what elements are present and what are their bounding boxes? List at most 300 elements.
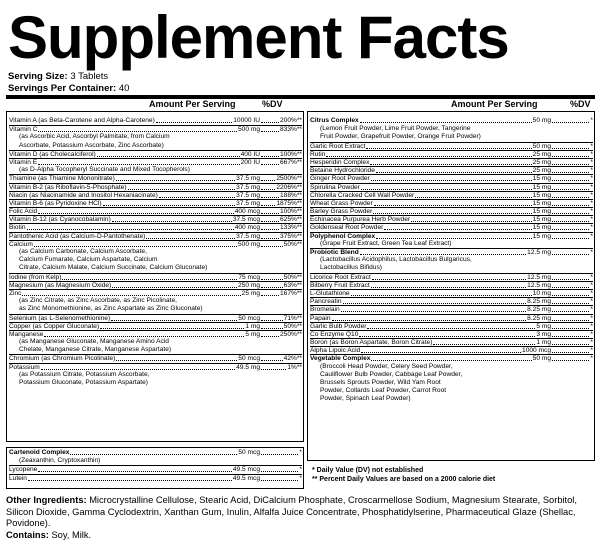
nutrient-amount: 250 mg bbox=[238, 281, 260, 289]
nutrient-name: (as Potassium Citrate, Potassium Ascorbate, bbox=[19, 370, 150, 378]
leader-dots bbox=[159, 197, 235, 198]
leader-dots bbox=[552, 238, 589, 239]
leader-dots bbox=[146, 238, 235, 239]
nutrient-row bbox=[9, 449, 302, 457]
nutrient-name: Calcium Fumarate, Calcium Aspartate, Calcium bbox=[19, 256, 158, 264]
nutrient-dv: * bbox=[299, 474, 302, 482]
leader-dots bbox=[552, 254, 589, 255]
left-bottom-nutrient-list bbox=[9, 449, 302, 482]
nutrient-amount: 15 mg bbox=[532, 199, 551, 207]
nutrient-name: (as Ascorbic Acid, Ascorbyl Palmitate, from Calcium bbox=[19, 133, 170, 141]
nutrient-row bbox=[9, 207, 302, 215]
nutrient-dv: * bbox=[590, 175, 593, 183]
nutrient-name: Bromelain bbox=[310, 306, 340, 314]
leader-dots bbox=[371, 180, 532, 181]
nutrient-amount: 15 mg bbox=[532, 208, 551, 216]
leader-dots bbox=[22, 295, 241, 296]
nutrient-dv: 667%** bbox=[280, 158, 302, 166]
nutrient-row bbox=[9, 183, 302, 191]
leader-dots bbox=[552, 279, 589, 280]
nutrient-row bbox=[9, 330, 302, 338]
nutrient-note bbox=[310, 395, 593, 403]
nutrient-name: (as Zinc Citrate, as Zinc Ascorbate, as Zinc Picolinate, bbox=[19, 297, 177, 305]
nutrient-row bbox=[310, 346, 593, 354]
nutrient-name: Fruit Powder, Grapefruit Powder, Orange Fruit Powder) bbox=[320, 133, 481, 141]
leader-dots bbox=[261, 287, 283, 288]
nutrient-name: Potassium bbox=[9, 363, 40, 371]
nutrient-name: Barley Grass Powder bbox=[310, 208, 373, 216]
nutrient-name: Licorice Root Extract bbox=[310, 273, 371, 281]
leader-dots bbox=[38, 213, 234, 214]
leader-dots bbox=[360, 122, 532, 123]
nutrient-name: Betaine Hydrochloride bbox=[310, 167, 375, 175]
nutrient-amount: 10 mg bbox=[532, 289, 551, 297]
nutrient-name: Vegetable Complex bbox=[310, 355, 371, 363]
nutrient-row bbox=[9, 289, 302, 297]
leader-dots bbox=[261, 213, 279, 214]
nutrient-dv: * bbox=[590, 347, 593, 355]
nutrient-note bbox=[9, 379, 302, 387]
nutrient-row bbox=[310, 158, 593, 166]
nutrient-amount: 1 mg bbox=[536, 339, 551, 347]
leader-dots bbox=[341, 311, 526, 312]
nutrient-dv: * bbox=[590, 150, 593, 158]
leader-dots bbox=[415, 197, 532, 198]
nutrient-row bbox=[310, 232, 593, 240]
nutrient-dv: * bbox=[590, 281, 593, 289]
amount-header-left: Amount Per Serving bbox=[149, 99, 236, 109]
nutrient-note bbox=[9, 133, 302, 141]
nutrient-name: Lactobacillus Bifidus) bbox=[320, 264, 382, 272]
leader-dots bbox=[552, 213, 589, 214]
nutrient-amount: 15 mg bbox=[532, 224, 551, 232]
nutrient-row bbox=[9, 273, 302, 281]
leader-dots bbox=[111, 320, 237, 321]
nutrient-amount: 25 mg bbox=[532, 158, 551, 166]
leader-dots bbox=[116, 360, 237, 361]
leader-dots bbox=[261, 336, 279, 337]
nutrient-note bbox=[310, 371, 593, 379]
nutrient-note bbox=[310, 125, 593, 133]
nutrient-note bbox=[9, 264, 302, 272]
leader-dots bbox=[112, 221, 232, 222]
leader-dots bbox=[44, 336, 244, 337]
nutrient-name: Vitamin D (as Cholecalciferol) bbox=[9, 150, 96, 158]
nutrient-name: Magnesium (as Magnesium Oxide) bbox=[9, 281, 112, 289]
leader-dots bbox=[343, 303, 526, 304]
contains-text: Soy, Milk. bbox=[51, 529, 92, 540]
nutrient-amount: 50 mg bbox=[532, 117, 551, 124]
footnote-dv: * Daily Value (DV) not established bbox=[312, 467, 424, 474]
leader-dots bbox=[552, 287, 589, 288]
nutrient-dv: * bbox=[299, 449, 302, 456]
nutrient-amount: 50 mcg bbox=[238, 314, 260, 322]
leader-dots bbox=[34, 246, 237, 247]
other-ingredients bbox=[6, 495, 596, 541]
leader-dots bbox=[261, 454, 298, 455]
leader-dots bbox=[359, 336, 535, 337]
nutrient-amount: 37.5 mcg bbox=[232, 216, 260, 224]
amount-header-right: Amount Per Serving bbox=[451, 99, 538, 109]
nutrient-name: Chromium (as Chromium Picolinate) bbox=[9, 355, 116, 363]
nutrient-row bbox=[310, 338, 593, 346]
nutrient-dv: 625%** bbox=[280, 216, 302, 224]
dv-header-left: %DV bbox=[262, 99, 283, 109]
nutrient-note bbox=[9, 166, 302, 174]
nutrient-row bbox=[9, 215, 302, 223]
nutrient-amount: 400 IU bbox=[240, 150, 260, 158]
nutrient-amount: 200 IU bbox=[240, 158, 260, 166]
nutrient-row bbox=[310, 207, 593, 215]
nutrient-row bbox=[310, 297, 593, 305]
right-nutrient-list bbox=[310, 117, 593, 404]
nutrient-name: Lycopene bbox=[9, 466, 38, 474]
nutrient-name: Vitamin B-2 (as Riboflavin-5-Phosphate) bbox=[9, 183, 127, 191]
nutrient-name: Powder, Spinach Leaf Powder) bbox=[320, 395, 411, 403]
nutrient-name: Chelate, Manganese Citrate, Manganese Aspartate) bbox=[19, 346, 172, 354]
nutrient-amount: 400 mcg bbox=[234, 224, 260, 232]
nutrient-name: Wheat Grass Powder bbox=[310, 199, 373, 207]
nutrient-amount: 50 mcg bbox=[238, 449, 260, 456]
nutrient-note bbox=[310, 264, 593, 272]
nutrient-amount: 15 mg bbox=[532, 232, 551, 240]
nutrient-name: Biotin bbox=[9, 224, 26, 232]
nutrient-amount: 500 mg bbox=[238, 240, 260, 248]
nutrient-amount: 12.5 mg bbox=[527, 249, 551, 256]
leader-dots bbox=[38, 164, 240, 165]
leader-dots bbox=[261, 122, 279, 123]
nutrient-row bbox=[310, 142, 593, 150]
nutrient-name: Potassium Gluconate, Potassium Aspartate) bbox=[19, 379, 149, 386]
leader-dots bbox=[27, 229, 234, 230]
nutrient-amount: 5 mg bbox=[536, 322, 551, 330]
nutrient-amount: 37.5 mg bbox=[236, 232, 260, 240]
nutrient-amount: 15 mg bbox=[532, 175, 551, 183]
leader-dots bbox=[361, 189, 532, 190]
leader-dots bbox=[261, 320, 283, 321]
nutrient-name: Spirulina Powder bbox=[310, 183, 360, 191]
nutrient-name: Chlorella Cracked Cell Wall Powder bbox=[310, 191, 415, 199]
leader-dots bbox=[261, 156, 279, 157]
nutrient-name: Niacin (as Niacinamide and Inositol Hexaniacinate) bbox=[9, 191, 158, 199]
leader-dots bbox=[112, 287, 237, 288]
nutrient-note bbox=[9, 248, 302, 256]
nutrient-row bbox=[9, 474, 302, 482]
nutrient-row bbox=[310, 354, 593, 362]
nutrient-amount: 37.5 mg bbox=[236, 175, 260, 183]
leader-dots bbox=[370, 164, 532, 165]
leader-dots bbox=[261, 360, 283, 361]
leader-dots bbox=[326, 156, 532, 157]
nutrient-dv: * bbox=[299, 466, 302, 474]
leader-dots bbox=[552, 122, 589, 123]
nutrient-dv: * bbox=[590, 289, 593, 297]
nutrient-row bbox=[310, 199, 593, 207]
nutrient-name: Iodine (from Kelp) bbox=[9, 273, 62, 281]
leader-dots bbox=[261, 221, 279, 222]
nutrient-amount: 37.5 mg bbox=[236, 183, 260, 191]
nutrient-note bbox=[9, 297, 302, 305]
nutrient-dv: * bbox=[590, 191, 593, 199]
nutrient-dv: 100%** bbox=[280, 150, 302, 158]
nutrient-row bbox=[9, 223, 302, 231]
nutrient-dv: 50%** bbox=[283, 273, 302, 281]
nutrient-name: Citrus Complex bbox=[310, 117, 359, 124]
nutrient-row bbox=[310, 322, 593, 330]
nutrient-name: Vitamin B-6 (as Pyridoxine HCl) bbox=[9, 199, 102, 207]
nutrient-row bbox=[9, 117, 302, 125]
nutrient-name: (as Calcium Carbonate, Calcium Ascorbate, bbox=[19, 248, 147, 255]
nutrient-row bbox=[9, 465, 302, 473]
nutrient-amount: 500 mg bbox=[238, 126, 260, 134]
leader-dots bbox=[261, 246, 283, 247]
nutrient-row bbox=[310, 289, 593, 297]
nutrient-name: Rutin bbox=[310, 150, 326, 158]
nutrient-row bbox=[9, 314, 302, 322]
leader-dots bbox=[367, 328, 535, 329]
nutrient-name: Vitamin A (as Beta-Carotene and Alpha-Carotene) bbox=[9, 117, 155, 124]
nutrient-name: Ginger Root Powder bbox=[310, 175, 370, 183]
nutrient-name: Pancreatin bbox=[310, 298, 342, 306]
nutrient-name: Pantothenic Acid (as Calcium-D-Pantothenate) bbox=[9, 232, 146, 240]
leader-dots bbox=[552, 352, 589, 353]
leader-dots bbox=[552, 336, 589, 337]
nutrient-amount: 8.25 mg bbox=[527, 306, 551, 314]
nutrient-dv: * bbox=[590, 232, 593, 240]
nutrient-name: Boron (as Boron Aspartate, Boron Citrate) bbox=[310, 339, 433, 347]
nutrient-row bbox=[9, 158, 302, 166]
leader-dots bbox=[552, 197, 589, 198]
nutrient-dv: * bbox=[590, 339, 593, 347]
nutrient-dv: 1%** bbox=[287, 363, 302, 371]
nutrient-dv: * bbox=[590, 322, 593, 330]
leader-dots bbox=[552, 328, 589, 329]
leader-dots bbox=[41, 369, 235, 370]
nutrient-name: Powder, Collards Leaf Powder, Carrot Root bbox=[320, 387, 447, 395]
nutrient-amount: 1000 mcg bbox=[522, 347, 551, 355]
nutrient-amount: 8.25 mg bbox=[527, 314, 551, 322]
nutrient-name: Thiamine (as Thiamine Mononitrate) bbox=[9, 175, 115, 183]
nutrient-name: Polyphenol Complex bbox=[310, 232, 376, 240]
nutrient-row bbox=[310, 174, 593, 182]
leader-dots bbox=[261, 229, 279, 230]
nutrient-amount: 25 mg bbox=[532, 167, 551, 175]
leader-dots bbox=[372, 279, 526, 280]
nutrient-note bbox=[310, 256, 593, 264]
leader-dots bbox=[116, 180, 235, 181]
nutrient-dv: * bbox=[590, 183, 593, 191]
leader-dots bbox=[411, 221, 532, 222]
leader-dots bbox=[261, 295, 279, 296]
leader-dots bbox=[552, 229, 589, 230]
leader-dots bbox=[552, 320, 589, 321]
nutrient-dv: * bbox=[590, 355, 593, 363]
leader-dots bbox=[261, 238, 279, 239]
nutrient-name: Co Enzyme Q10 bbox=[310, 330, 359, 338]
nutrient-name: Ascorbate, Potassium Ascorbate, Zinc Ascorbate) bbox=[19, 141, 164, 149]
nutrient-row bbox=[9, 322, 302, 330]
nutrient-dv: 133%** bbox=[280, 224, 302, 232]
leader-dots bbox=[261, 471, 298, 472]
nutrient-row bbox=[310, 150, 593, 158]
nutrient-name: Brussels Sprouts Powder, Wild Yam Root bbox=[320, 379, 441, 386]
nutrient-dv: 2500%** bbox=[276, 175, 302, 183]
nutrient-amount: 1 mg bbox=[245, 322, 260, 330]
leader-dots bbox=[552, 180, 589, 181]
nutrient-row bbox=[310, 281, 593, 289]
nutrient-row bbox=[310, 215, 593, 223]
nutrient-name: Manganese bbox=[9, 330, 44, 338]
leader-dots bbox=[261, 180, 275, 181]
nutrient-note bbox=[9, 256, 302, 264]
leader-dots bbox=[156, 122, 232, 123]
nutrient-dv: * bbox=[590, 199, 593, 207]
leader-dots bbox=[100, 328, 244, 329]
leader-dots bbox=[261, 369, 286, 370]
nutrient-note bbox=[310, 363, 593, 371]
nutrient-name: Echinacea Purpurea Herb Powder bbox=[310, 216, 411, 224]
servings-per-container bbox=[8, 83, 129, 94]
nutrient-dv: 188%** bbox=[280, 191, 302, 199]
nutrient-dv: 167%** bbox=[280, 289, 302, 297]
nutrient-name: Papain bbox=[310, 314, 331, 322]
nutrient-dv: 375%** bbox=[280, 232, 302, 240]
nutrient-name: Garlic Root Extract bbox=[310, 142, 366, 150]
nutrient-dv: 2206%** bbox=[276, 183, 302, 191]
serving-size-label: Serving Size: bbox=[8, 71, 68, 82]
nutrient-row bbox=[310, 330, 593, 338]
nutrient-dv: 42%** bbox=[283, 355, 302, 363]
nutrient-dv: * bbox=[590, 158, 593, 166]
leader-dots bbox=[103, 205, 235, 206]
nutrient-name: Lutein bbox=[9, 474, 27, 482]
nutrient-name: Vitamin B-12 (as Cyanocobalamin) bbox=[9, 216, 111, 224]
left-nutrient-list bbox=[9, 117, 302, 387]
leader-dots bbox=[62, 279, 237, 280]
nutrient-dv: * bbox=[590, 142, 593, 150]
nutrient-dv: 50%** bbox=[283, 240, 302, 248]
servings-label: Servings Per Container: bbox=[8, 83, 117, 94]
dv-header-right: %DV bbox=[570, 99, 591, 109]
leader-dots bbox=[351, 295, 532, 296]
nutrient-row bbox=[9, 174, 302, 182]
nutrient-note bbox=[9, 142, 302, 150]
leader-dots bbox=[261, 131, 279, 132]
nutrient-row bbox=[310, 166, 593, 174]
nutrient-row bbox=[9, 240, 302, 248]
nutrient-dv: 200%** bbox=[280, 117, 302, 124]
leader-dots bbox=[360, 254, 526, 255]
leader-dots bbox=[552, 221, 589, 222]
nutrient-amount: 25 mg bbox=[532, 150, 551, 158]
nutrient-row bbox=[310, 117, 593, 125]
nutrient-dv: 100%** bbox=[280, 208, 302, 216]
nutrient-dv: 250%** bbox=[280, 330, 302, 338]
leader-dots bbox=[373, 213, 532, 214]
other-ingredients-text: Microcrystalline Cellulose, Stearic Acid, DiCalcium Phosphate, Croscarmellose Sodium, Magnesium Stearate, Sorbitol, Silicon Dioxide, Gamma Cyclodextrin, Xanthan Gum, Inulin, Alfalfa Juice Concentrate, Phosphatidylserine, Pharmaceutical Glaze (Shellac, Povidone). bbox=[6, 495, 577, 529]
nutrient-amount: 49.5 mcg bbox=[232, 466, 260, 474]
nutrient-note bbox=[9, 457, 302, 465]
leader-dots bbox=[261, 164, 279, 165]
leader-dots bbox=[552, 172, 589, 173]
nutrient-note bbox=[310, 387, 593, 395]
serving-size-value: 3 Tablets bbox=[70, 71, 109, 82]
leader-dots bbox=[552, 303, 589, 304]
nutrient-row bbox=[310, 305, 593, 313]
servings-value: 40 bbox=[118, 83, 130, 94]
nutrient-dv: * bbox=[590, 330, 593, 338]
leader-dots bbox=[261, 197, 279, 198]
nutrient-amount: 49.5 mg bbox=[236, 363, 260, 371]
nutrient-row bbox=[310, 314, 593, 322]
leader-dots bbox=[332, 320, 526, 321]
nutrient-row bbox=[9, 232, 302, 240]
nutrient-amount: 8.25 mg bbox=[527, 298, 551, 306]
nutrient-name: Folic Acid bbox=[9, 208, 38, 216]
nutrient-amount: 5 mg bbox=[245, 330, 260, 338]
leader-dots bbox=[38, 471, 232, 472]
leader-dots bbox=[261, 480, 298, 481]
nutrient-name: (Lemon Fruit Powder, Lime Fruit Powder, Tangerine bbox=[320, 125, 471, 133]
nutrient-row bbox=[310, 191, 593, 199]
nutrient-note bbox=[310, 379, 593, 387]
leader-dots bbox=[361, 352, 521, 353]
nutrient-amount: 400 mcg bbox=[234, 208, 260, 216]
nutrient-dv: * bbox=[590, 273, 593, 281]
nutrient-name: (as D-Alpha Tocopheryl Succinate and Mixed Tocopherols) bbox=[19, 166, 190, 174]
nutrient-name: Goldenseal Root Powder bbox=[310, 224, 384, 232]
nutrient-name: (as Manganese Gluconate, Manganese Amino Acid bbox=[19, 338, 169, 346]
nutrient-amount: 37.5 mg bbox=[236, 191, 260, 199]
nutrient-dv: 1875%** bbox=[276, 199, 302, 207]
nutrient-dv: * bbox=[590, 224, 593, 232]
leader-dots bbox=[552, 156, 589, 157]
nutrient-amount: 15 mg bbox=[532, 183, 551, 191]
nutrient-amount: 75 mcg bbox=[238, 273, 260, 281]
nutrient-row bbox=[310, 223, 593, 231]
leader-dots bbox=[552, 189, 589, 190]
nutrient-name: Hesperidin Complex bbox=[310, 158, 370, 166]
page-title: Supplement Facts bbox=[8, 4, 509, 71]
nutrient-row bbox=[310, 248, 593, 256]
nutrient-name: Calcium bbox=[9, 240, 33, 248]
nutrient-name: (Broccoli Head Powder, Celery Seed Powder, bbox=[320, 362, 453, 370]
nutrient-amount: 50 mg bbox=[532, 142, 551, 150]
nutrient-dv: * bbox=[590, 298, 593, 306]
nutrient-dv: 71%** bbox=[283, 314, 302, 322]
nutrient-note bbox=[310, 240, 593, 248]
leader-dots bbox=[552, 344, 589, 345]
nutrient-note bbox=[9, 371, 302, 379]
nutrient-amount: 12.5 mg bbox=[527, 281, 551, 289]
nutrient-name: Zinc bbox=[9, 289, 22, 297]
nutrient-name: Cauliflower Bulb Powder, Cabbage Leaf Powder, bbox=[320, 370, 463, 378]
nutrient-dv: * bbox=[590, 249, 593, 256]
leader-dots bbox=[376, 172, 532, 173]
leader-dots bbox=[38, 131, 237, 132]
leader-dots bbox=[97, 156, 240, 157]
leader-dots bbox=[433, 344, 535, 345]
nutrient-amount: 49.5 mcg bbox=[232, 474, 260, 482]
leader-dots bbox=[552, 205, 589, 206]
nutrient-amount: 12.5 mg bbox=[527, 273, 551, 281]
nutrient-name: as Zinc Monomethionine, as Zinc Aspartate as Zinc Gluconate) bbox=[19, 305, 203, 313]
leader-dots bbox=[261, 189, 275, 190]
nutrient-dv: * bbox=[590, 314, 593, 322]
contains-label: Contains: bbox=[6, 529, 49, 540]
leader-dots bbox=[376, 238, 532, 239]
other-ingredients-label: Other Ingredients: bbox=[6, 495, 87, 505]
